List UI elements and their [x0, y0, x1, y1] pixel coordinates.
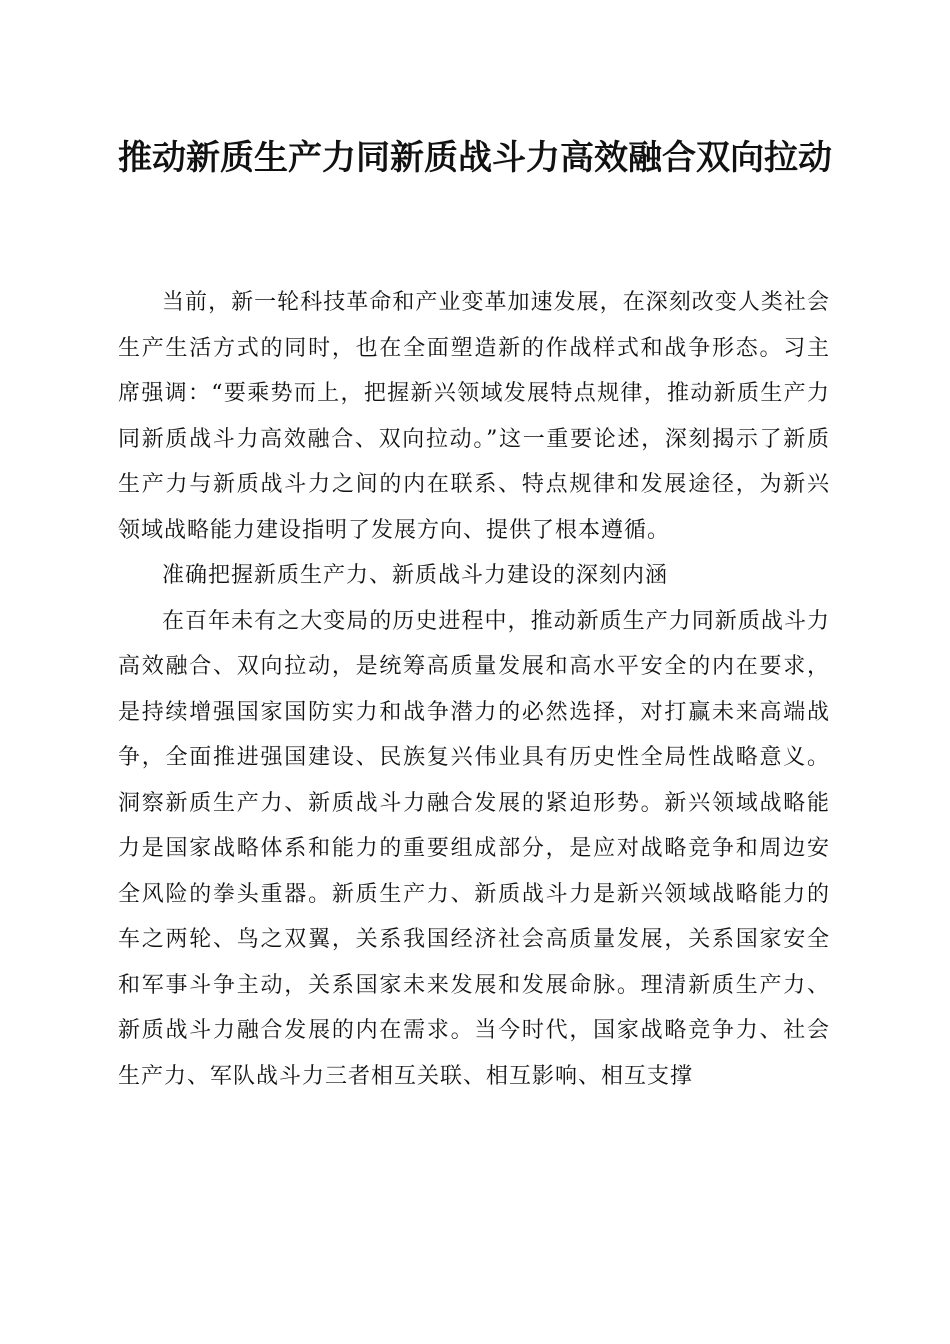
section-heading: 准确把握新质生产力、新质战斗力建设的深刻内涵 — [162, 563, 669, 588]
paragraph-intro: 当前，新一轮科技革命和产业变革加速发展，在深刻改变人类社会生产生活方式的同时，也在全面塑造新的作战样式和战争形态。习主席强调：“要乘势而上，把握新兴领域发展特点规律，推动新质生产力同新质战斗力高效融合、双向拉动。”这一重要论述，深刻揭示了新质生产力与新质战斗力之间的内在联系、特点规律和发展途径，为新兴领域战略能力建设指明了发展方向、提供了根本遵循。 — [118, 290, 830, 543]
document-title: 推动新质生产力同新质战斗力高效融合双向拉动 — [118, 138, 832, 178]
paragraph-section-body: 在百年未有之大变局的历史进程中，推动新质生产力同新质战斗力高效融合、双向拉动，是统筹高质量发展和高水平安全的内在要求，是持续增强国家国防实力和战争潜力的必然选择，对打赢未来高端战争，全面推进强国建设、民族复兴伟业具有历史性全局性战略意义。洞察新质生产力、新质战斗力融合发展的紧迫形势。新兴领域战略能力是国家战略体系和能力的重要组成部分，是应对战略竞争和周边安全风险的拳头重器。新质生产力、新质战斗力是新兴领域战略能力的车之两轮、鸟之双翼，关系我国经济社会高质量发展，关系国家安全和军事斗争主动，关系国家未来发展和发展命脉。理清新质生产力、新质战斗力融合发展的内在需求。当今时代，国家战略竞争力、社会生产力、军队战斗力三者相互关联、相互影响、相互支撑 — [118, 608, 830, 1089]
document-body — [118, 280, 830, 1099]
